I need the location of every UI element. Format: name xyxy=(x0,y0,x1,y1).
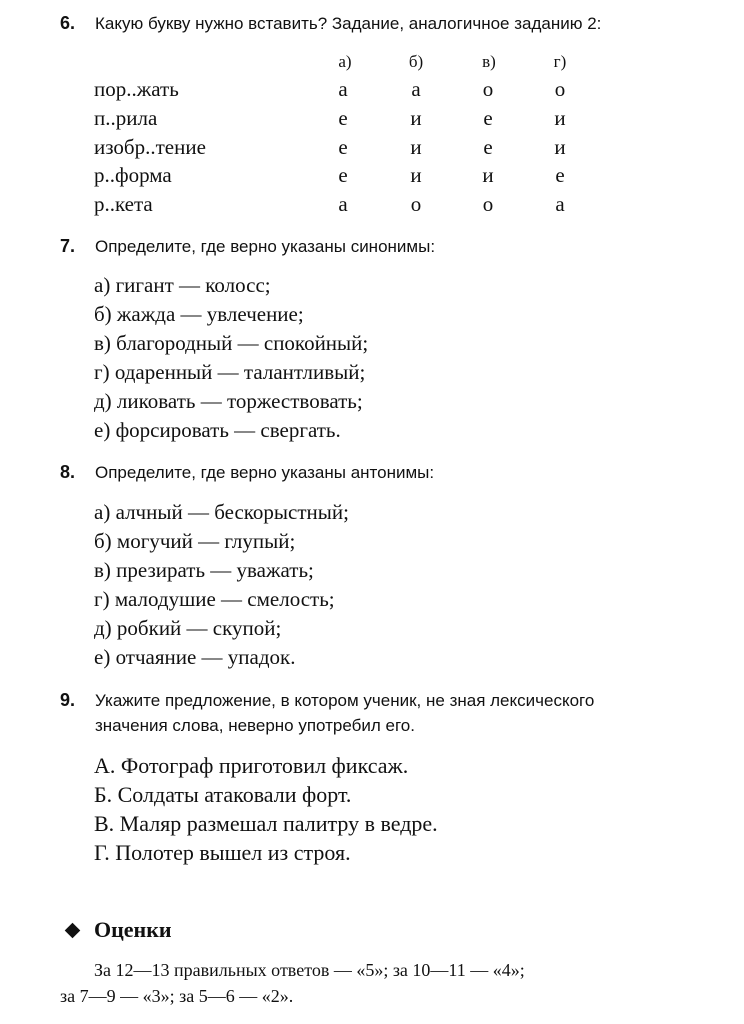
task6-word: пор..жать xyxy=(94,77,179,101)
task6-letter: а xyxy=(338,77,348,101)
task6-word: р..кета xyxy=(94,192,153,216)
diamond-bullet-icon xyxy=(65,923,81,939)
task6-word: р..форма xyxy=(94,163,172,187)
task6-letter: е xyxy=(338,106,348,130)
task6-header-g: г) xyxy=(553,52,567,71)
task6-letter: и xyxy=(410,163,422,187)
grades-title: Оценки xyxy=(94,917,172,942)
task6-question: Какую букву нужно вставить? Задание, аналогичное заданию 2: xyxy=(95,14,602,33)
task9-option: Г. Полотер вышел из строя. xyxy=(94,840,351,865)
task8-option: а) алчный — бескорыстный; xyxy=(94,500,349,524)
task8-option: б) могучий — глупый; xyxy=(94,529,296,553)
task8-option: е) отчаяние — упадок. xyxy=(94,645,296,669)
task6-header-a: а) xyxy=(338,52,352,71)
task9-option: В. Маляр размешал палитру в ведре. xyxy=(94,811,438,836)
task9-option: Б. Солдаты атаковали форт. xyxy=(94,782,352,807)
task6-letter: и xyxy=(554,106,566,130)
task6-header-b: б) xyxy=(408,52,424,71)
task8-question: Определите, где верно указаны антонимы: xyxy=(95,463,435,482)
grades-line2: за 7—9 — «3»; за 5—6 — «2». xyxy=(60,986,294,1006)
task6-letter: о xyxy=(554,77,566,101)
task6-letter: а xyxy=(555,192,565,216)
task8-option: г) малодушие — смелость; xyxy=(94,587,335,611)
task6-letter: е xyxy=(338,135,348,159)
task7-option: в) благородный — спокойный; xyxy=(94,331,369,355)
task9-question-line1: Укажите предложение, в котором ученик, не зная лексического xyxy=(95,691,595,710)
task6-letter: и xyxy=(554,135,566,159)
task7-option: д) ликовать — торжествовать; xyxy=(94,389,363,413)
task6-letter: е xyxy=(483,135,493,159)
task6-word: п..рила xyxy=(94,106,158,130)
task6-letter: о xyxy=(410,192,422,216)
task8-option: в) презирать — уважать; xyxy=(94,558,314,582)
task6-letter: и xyxy=(410,106,422,130)
task8-number: 8. xyxy=(60,462,76,482)
task6-letter: е xyxy=(483,106,493,130)
task9-number: 9. xyxy=(60,690,76,710)
task6-letter: и xyxy=(482,163,494,187)
task9-option: А. Фотограф приготовил фиксаж. xyxy=(94,753,409,778)
task6-letter: е xyxy=(555,163,565,187)
grades-line1: За 12—13 правильных ответов — «5»; за 10—11 — «4»; xyxy=(94,960,525,980)
task7-number: 7. xyxy=(60,236,76,256)
task7-option: г) одаренный — талантливый; xyxy=(94,360,366,384)
task6-letter: о xyxy=(482,192,494,216)
task7-question: Определите, где верно указаны синонимы: xyxy=(95,237,436,256)
task6-letter: о xyxy=(482,77,494,101)
task6-letter: а xyxy=(411,77,421,101)
task7-option: а) гигант — колосс; xyxy=(94,273,271,297)
task8-option: д) робкий — скупой; xyxy=(94,616,282,640)
task7-option: б) жажда — увлечение; xyxy=(94,302,304,326)
task6-letter: и xyxy=(410,135,422,159)
task6-header-v: в) xyxy=(482,52,496,71)
task9-question-line2: значения слова, неверно употребил его. xyxy=(95,716,415,735)
task6-letter: е xyxy=(338,163,348,187)
task6-letter: а xyxy=(338,192,348,216)
task7-option: е) форсировать — свергать. xyxy=(94,418,341,442)
task6-number: 6. xyxy=(60,13,76,33)
task6-word: изобр..тение xyxy=(94,135,206,159)
